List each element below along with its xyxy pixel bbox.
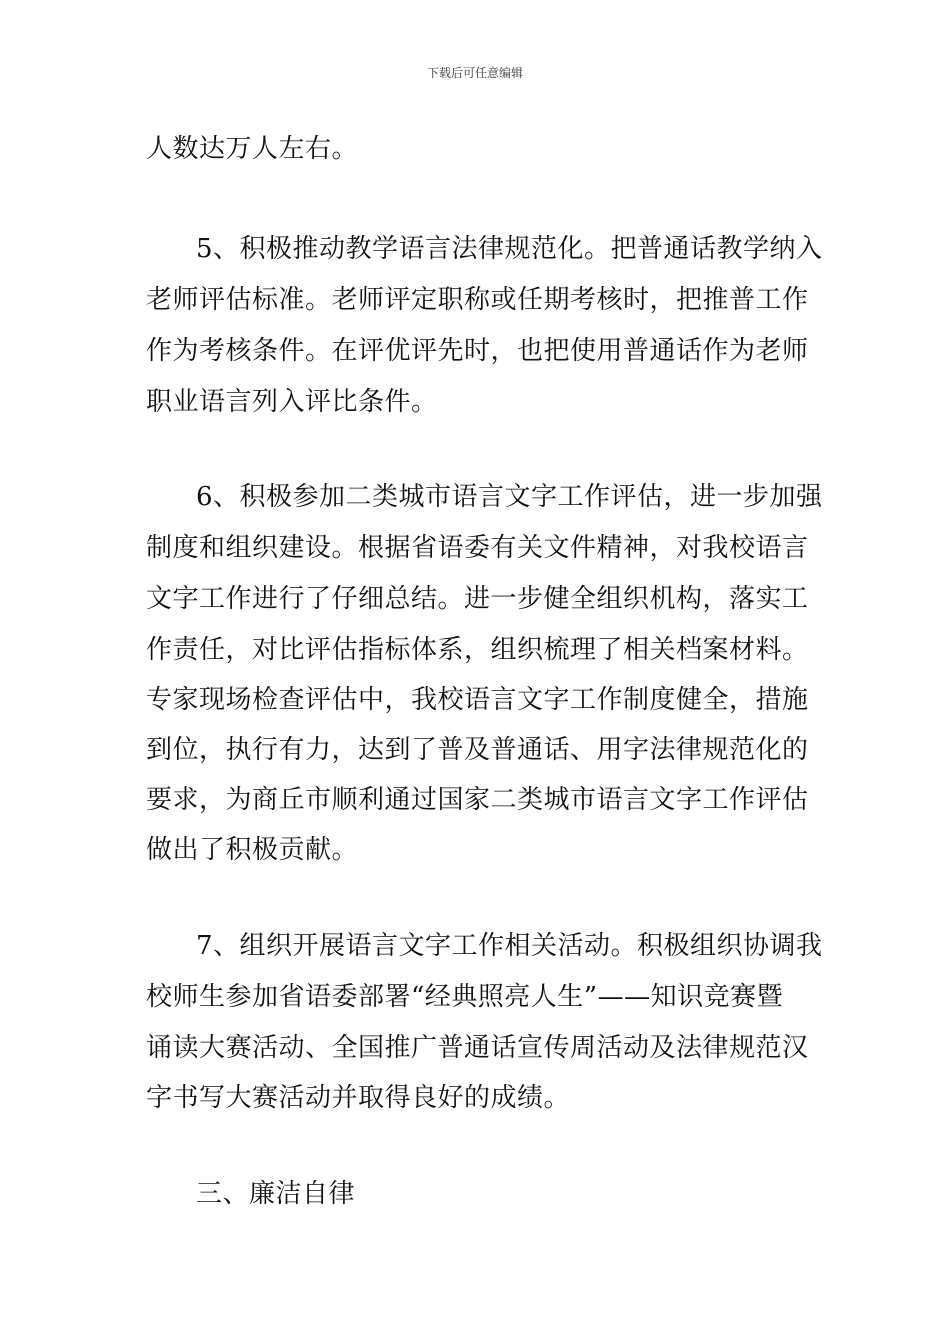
paragraph-3-line-2: 诵读大赛活动、全国推广普通话宣传周活动及法律规范汉 (146, 1033, 809, 1063)
paragraph-3-line-3: 字书写大赛活动并取得良好的成绩。 (146, 1083, 571, 1113)
paragraph-2-line-3: 作责任，对比评估指标体系，组织梳理了相关档案材料。 (146, 635, 809, 665)
paragraph-0-line-0: 人数达万人左右。 (146, 134, 359, 164)
paragraph-1-line-3: 职业语言列入评比条件。 (146, 387, 438, 417)
section-heading: 三、廉洁自律 (196, 1179, 356, 1209)
paragraph-3-line-1: 校师生参加省语委部署“经典照亮人生”——知识竞赛暨 (146, 982, 784, 1012)
paragraph-3-line-0: 7、组织开展语言文字工作相关活动。积极组织协调我 (196, 931, 823, 961)
header-note: 下载后可任意编辑 (426, 66, 523, 80)
paragraph-1-line-1: 老师评估标准。老师评定职称或任期考核时，把推普工作 (146, 285, 809, 315)
paragraph-2-line-4: 专家现场检查评估中，我校语言文字工作制度健全，措施 (146, 685, 809, 715)
paragraph-2-line-1: 制度和组织建设。根据省语委有关文件精神，对我校语言 (146, 533, 809, 563)
paragraph-2-line-6: 要求，为商丘市顺利通过国家二类城市语言文字工作评估 (146, 785, 809, 815)
paragraph-1-line-2: 作为考核条件。在评优评先时，也把使用普通话作为老师 (146, 336, 809, 366)
paragraph-1-line-0: 5、积极推动教学语言法律规范化。把普通话教学纳入 (196, 234, 823, 264)
paragraph-2-line-7: 做出了积极贡献。 (146, 835, 359, 865)
paragraph-2-line-0: 6、积极参加二类城市语言文字工作评估，进一步加强 (196, 482, 823, 512)
paragraph-2-line-5: 到位，执行有力，达到了普及普通话、用字法律规范化的 (146, 735, 809, 765)
paragraph-2-line-2: 文字工作进行了仔细总结。进一步健全组织机构，落实工 (146, 584, 809, 614)
